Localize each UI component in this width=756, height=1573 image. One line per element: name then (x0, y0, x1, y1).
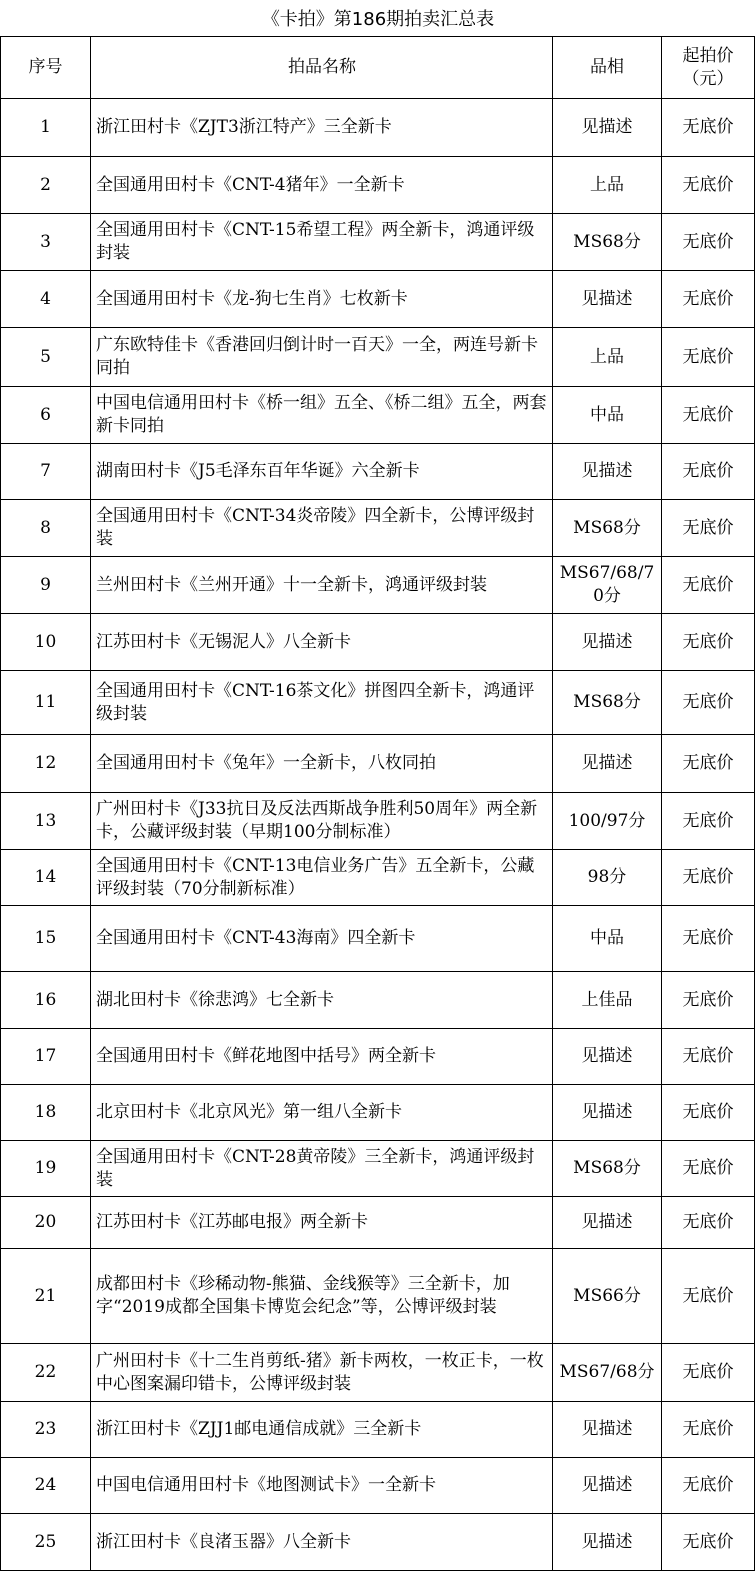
table-row (1, 1344, 755, 1402)
starting-price: 无底价 (662, 387, 755, 444)
starting-price: 无底价 (662, 328, 755, 387)
item-condition: MS68分 (553, 1141, 662, 1197)
starting-price: 无底价 (662, 500, 755, 557)
starting-price: 无底价 (662, 850, 755, 906)
item-condition: MS67/68/70分 (553, 557, 662, 614)
item-condition: 见描述 (553, 1197, 662, 1249)
item-name: 中国电信通用田村卡《桥一组》五全、《桥二组》五全，两套新卡同拍 (91, 387, 553, 444)
table-title: 《卡拍》第186期拍卖汇总表 (261, 9, 495, 30)
table-row (1, 1029, 755, 1085)
starting-price: 无底价 (662, 1029, 755, 1085)
header-price: 起拍价 （元） (662, 37, 755, 99)
row-number: 18 (1, 1085, 91, 1141)
table-row (1, 972, 755, 1029)
header-condition: 品相 (553, 37, 662, 99)
row-number: 7 (1, 444, 91, 500)
item-condition: 见描述 (553, 735, 662, 793)
item-condition: 见描述 (553, 1458, 662, 1514)
starting-price: 无底价 (662, 1402, 755, 1458)
starting-price: 无底价 (662, 906, 755, 972)
item-name: 浙江田村卡《ZJT3浙江特产》三全新卡 (91, 99, 553, 157)
row-number: 22 (1, 1344, 91, 1402)
row-number: 2 (1, 157, 91, 214)
item-name: 全国通用田村卡《CNT-16茶文化》拼图四全新卡，鸿通评级封装 (91, 671, 553, 735)
item-name: 江苏田村卡《江苏邮电报》两全新卡 (91, 1197, 553, 1249)
row-number: 25 (1, 1514, 91, 1571)
header-row (1, 37, 755, 99)
starting-price: 无底价 (662, 614, 755, 671)
header-no: 序号 (1, 37, 91, 99)
row-number: 20 (1, 1197, 91, 1249)
item-condition: 见描述 (553, 1402, 662, 1458)
row-number: 5 (1, 328, 91, 387)
table-row (1, 557, 755, 614)
row-number: 9 (1, 557, 91, 614)
item-condition: 中品 (553, 387, 662, 444)
starting-price: 无底价 (662, 444, 755, 500)
item-condition: 100/97分 (553, 793, 662, 850)
item-name: 全国通用田村卡《CNT-43海南》四全新卡 (91, 906, 553, 972)
item-name: 湖南田村卡《J5毛泽东百年华诞》六全新卡 (91, 444, 553, 500)
item-condition: 见描述 (553, 1029, 662, 1085)
table-row (1, 444, 755, 500)
row-number: 11 (1, 671, 91, 735)
item-condition: MS67/68分 (553, 1344, 662, 1402)
starting-price: 无底价 (662, 1514, 755, 1571)
table-row (1, 271, 755, 328)
table-body (1, 99, 755, 1571)
item-condition: 见描述 (553, 271, 662, 328)
item-condition: 见描述 (553, 614, 662, 671)
table-row (1, 500, 755, 557)
row-number: 4 (1, 271, 91, 328)
row-number: 15 (1, 906, 91, 972)
starting-price: 无底价 (662, 793, 755, 850)
row-number: 10 (1, 614, 91, 671)
starting-price: 无底价 (662, 1085, 755, 1141)
row-number: 13 (1, 793, 91, 850)
starting-price: 无底价 (662, 271, 755, 328)
item-name: 全国通用田村卡《CNT-4猪年》一全新卡 (91, 157, 553, 214)
item-name: 湖北田村卡《徐悲鸿》七全新卡 (91, 972, 553, 1029)
table-row (1, 328, 755, 387)
item-name: 全国通用田村卡《鲜花地图中括号》两全新卡 (91, 1029, 553, 1085)
starting-price: 无底价 (662, 1249, 755, 1344)
item-name: 北京田村卡《北京风光》第一组八全新卡 (91, 1085, 553, 1141)
table-row (1, 1514, 755, 1571)
table-row (1, 99, 755, 157)
item-condition: 中品 (553, 906, 662, 972)
table-row (1, 157, 755, 214)
item-name: 中国电信通用田村卡《地图测试卡》一全新卡 (91, 1458, 553, 1514)
table-row (1, 671, 755, 735)
item-name: 全国通用田村卡《CNT-13电信业务广告》五全新卡，公藏评级封装（70分制新标准） (91, 850, 553, 906)
item-condition: 98分 (553, 850, 662, 906)
item-condition: 上品 (553, 157, 662, 214)
item-name: 浙江田村卡《ZJJ1邮电通信成就》三全新卡 (91, 1402, 553, 1458)
row-number: 19 (1, 1141, 91, 1197)
row-number: 24 (1, 1458, 91, 1514)
table-row (1, 1458, 755, 1514)
table-row (1, 214, 755, 271)
table-row (1, 1197, 755, 1249)
item-name: 广东欧特佳卡《香港回归倒计时一百天》一全，两连号新卡同拍 (91, 328, 553, 387)
table-row (1, 1249, 755, 1344)
item-condition: 见描述 (553, 1514, 662, 1571)
starting-price: 无底价 (662, 1141, 755, 1197)
item-name: 江苏田村卡《无锡泥人》八全新卡 (91, 614, 553, 671)
header-name: 拍品名称 (91, 37, 553, 99)
item-name: 全国通用田村卡《CNT-15希望工程》两全新卡，鸿通评级封装 (91, 214, 553, 271)
item-name: 广州田村卡《十二生肖剪纸-猪》新卡两枚，一枚正卡，一枚中心图案漏印错卡，公博评级封装 (91, 1344, 553, 1402)
auction-summary-table (0, 36, 755, 1571)
table-row (1, 614, 755, 671)
item-condition: MS68分 (553, 671, 662, 735)
item-name: 全国通用田村卡《CNT-34炎帝陵》四全新卡，公博评级封装 (91, 500, 553, 557)
item-name: 浙江田村卡《良渚玉器》八全新卡 (91, 1514, 553, 1571)
table-row (1, 387, 755, 444)
item-name: 兰州田村卡《兰州开通》十一全新卡，鸿通评级封装 (91, 557, 553, 614)
item-name: 全国通用田村卡《CNT-28黄帝陵》三全新卡，鸿通评级封装 (91, 1141, 553, 1197)
table-row (1, 1141, 755, 1197)
row-number: 12 (1, 735, 91, 793)
table-row (1, 1402, 755, 1458)
starting-price: 无底价 (662, 972, 755, 1029)
row-number: 8 (1, 500, 91, 557)
row-number: 17 (1, 1029, 91, 1085)
item-condition: MS68分 (553, 214, 662, 271)
starting-price: 无底价 (662, 1344, 755, 1402)
item-condition: 见描述 (553, 1085, 662, 1141)
table-row (1, 1085, 755, 1141)
item-condition: 上品 (553, 328, 662, 387)
starting-price: 无底价 (662, 557, 755, 614)
row-number: 1 (1, 99, 91, 157)
item-condition: 见描述 (553, 444, 662, 500)
row-number: 3 (1, 214, 91, 271)
table-row (1, 793, 755, 850)
item-condition: 上佳品 (553, 972, 662, 1029)
table-row (1, 735, 755, 793)
table-row (1, 906, 755, 972)
item-name: 成都田村卡《珍稀动物-熊猫、金线猴等》三全新卡，加字“2019成都全国集卡博览会纪念”等，公博评级封装 (91, 1249, 553, 1344)
starting-price: 无底价 (662, 157, 755, 214)
row-number: 14 (1, 850, 91, 906)
row-number: 23 (1, 1402, 91, 1458)
starting-price: 无底价 (662, 1197, 755, 1249)
item-name: 全国通用田村卡《兔年》一全新卡，八枚同拍 (91, 735, 553, 793)
starting-price: 无底价 (662, 214, 755, 271)
item-condition: MS66分 (553, 1249, 662, 1344)
item-name: 全国通用田村卡《龙-狗七生肖》七枚新卡 (91, 271, 553, 328)
starting-price: 无底价 (662, 99, 755, 157)
starting-price: 无底价 (662, 735, 755, 793)
item-condition: MS68分 (553, 500, 662, 557)
row-number: 6 (1, 387, 91, 444)
row-number: 21 (1, 1249, 91, 1344)
starting-price: 无底价 (662, 671, 755, 735)
item-name: 广州田村卡《J33抗日及反法西斯战争胜利50周年》两全新卡，公藏评级封装（早期100分制标准） (91, 793, 553, 850)
starting-price: 无底价 (662, 1458, 755, 1514)
table-row (1, 850, 755, 906)
row-number: 16 (1, 972, 91, 1029)
item-condition: 见描述 (553, 99, 662, 157)
